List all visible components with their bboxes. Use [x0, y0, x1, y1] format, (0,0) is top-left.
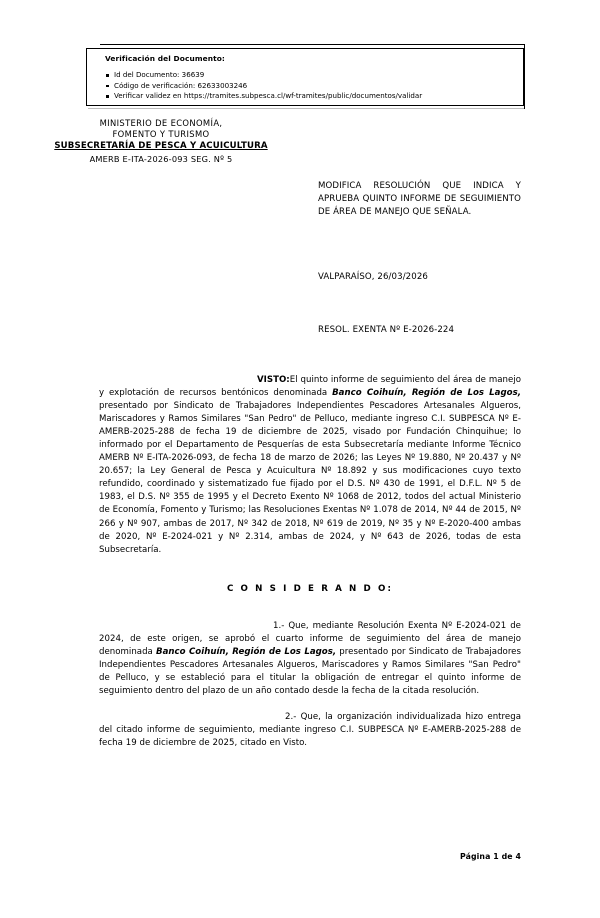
paragraph-item-1	[99, 620, 521, 698]
letterhead	[36, 118, 286, 165]
verification-item-code: Código de verificación: 62633003246	[105, 81, 422, 92]
item1-text-part-2: presentado por Sindicato de Trabajadores Independientes Pescadores Artesanales Algueros, Mariscadores y Ramos Similares "San Pedro" de Pelluco, y se estableció para el titular la obligación de entregar el quinto informe de seguimiento dentro del plazo de un año contado desde la fecha de la citada resolución.	[99, 646, 521, 696]
resolution-number: RESOL. EXENTA Nº E-2026-224	[318, 325, 455, 335]
item1-text-part-1: 1.- Que, mediante Resolución Exenta Nº E-2024-021 de 2024, de este origen, se aprobó el cuarto informe de seguimiento del área de manejo denominada	[99, 620, 521, 657]
verification-box	[86, 48, 524, 106]
document-body	[99, 374, 521, 750]
verification-box-right-rule	[524, 44, 525, 109]
verification-item-url: Verificar validez en https://tramites.subpesca.cl/wf-tramites/public/documentos/validar	[105, 91, 422, 102]
item2-text: 2.- Que, la organización individualizada hizo entrega del citado informe de seguimiento, mediante ingreso C.I. SUBPESCA Nº E-AMERB-2025-288 de fecha 19 de diciembre de 2025, citado en Visto.	[99, 711, 521, 749]
considerando-heading: C O N S I D E R A N D O:	[226, 583, 394, 594]
amerb-code: AMERB E-ITA-2026-093 SEG. Nº 5	[89, 153, 233, 164]
visto-label: VISTO:	[257, 375, 290, 385]
paragraph-visto	[99, 374, 521, 557]
verification-item-document-id: Id del Documento: 36639	[105, 70, 422, 81]
page-number: Página 1 de 4	[460, 852, 521, 861]
ministry-line-2: FOMENTO Y TURISMO	[112, 129, 210, 140]
verification-list	[105, 70, 422, 102]
verification-title: Verificación del Documento:	[105, 54, 225, 63]
item1-area-name: Banco Coihuín, Región de Los Lagos,	[156, 646, 337, 657]
spacer	[99, 594, 521, 620]
spacer	[99, 698, 521, 711]
ministry-line-1: MINISTERIO DE ECONOMÍA,	[99, 118, 223, 128]
visto-text-part-2: presentado por Sindicato de Trabajadores Independientes Pescadores Artesanales Algueros, Mariscadores y Ramos Similares "San Pedro" de Pelluco, mediante ingreso C.I. SUBPESCA Nº E-AMERB-2025-288 de fecha 19 de diciembre de 2025, visado por Fundación Chinquihue; lo informado por el Departamento de Pesquerías de esta Subsecretaría mediante Informe Técnico AMERB Nº E-ITA-2026-093, de fecha 18 de marzo de 2026; las Leyes Nº 19.880, Nº 20.437 y Nº 20.657; la Ley General de Pesca y Acuicultura Nº 18.892 y sus modificaciones cuyo texto refundido, coordinado y sistematizado fue fijado por el D.S. Nº 430 de 1991, el D.F.L. Nº 5 de 1983, el D.S. Nº 355 de 1995 y el Decreto Exento Nº 1068 de 2012, todos del actual Ministerio de Economía, Fomento y Turismo; las Resoluciones Exentas Nº 1.078 de 2014, Nº 44 de 2015, Nº 266 y Nº 907, ambas de 2017, Nº 342 de 2018, Nº 619 de 2019, Nº 35 y Nº E-2020-400 ambas de 2020, Nº E-2024-021 y Nº 2.314, ambas de 2024, y Nº 643 de 2026, todas de esta Subsecretaría.	[99, 401, 521, 555]
verification-box-top-rule	[100, 44, 525, 45]
visto-text-part-1: El quinto informe de seguimiento del área de manejo y explotación de recursos bentónicos denominada	[99, 375, 521, 399]
paragraph-item-2	[99, 711, 521, 750]
place-and-date: VALPARAÍSO, 26/03/2026	[318, 272, 428, 282]
verification-box-bottom-rule	[88, 108, 525, 109]
subsecretariat-name: SUBSECRETARÍA DE PESCA Y ACUICULTURA	[54, 141, 268, 152]
subject-block: MODIFICA RESOLUCIÓN QUE INDICA Y APRUEBA QUINTO INFORME DE SEGUIMIENTO DE ÁREA DE MANEJO QUE SEÑALA.	[318, 181, 521, 217]
spacer	[99, 557, 521, 584]
visto-area-name: Banco Coihuín, Región de Los Lagos,	[332, 388, 521, 399]
